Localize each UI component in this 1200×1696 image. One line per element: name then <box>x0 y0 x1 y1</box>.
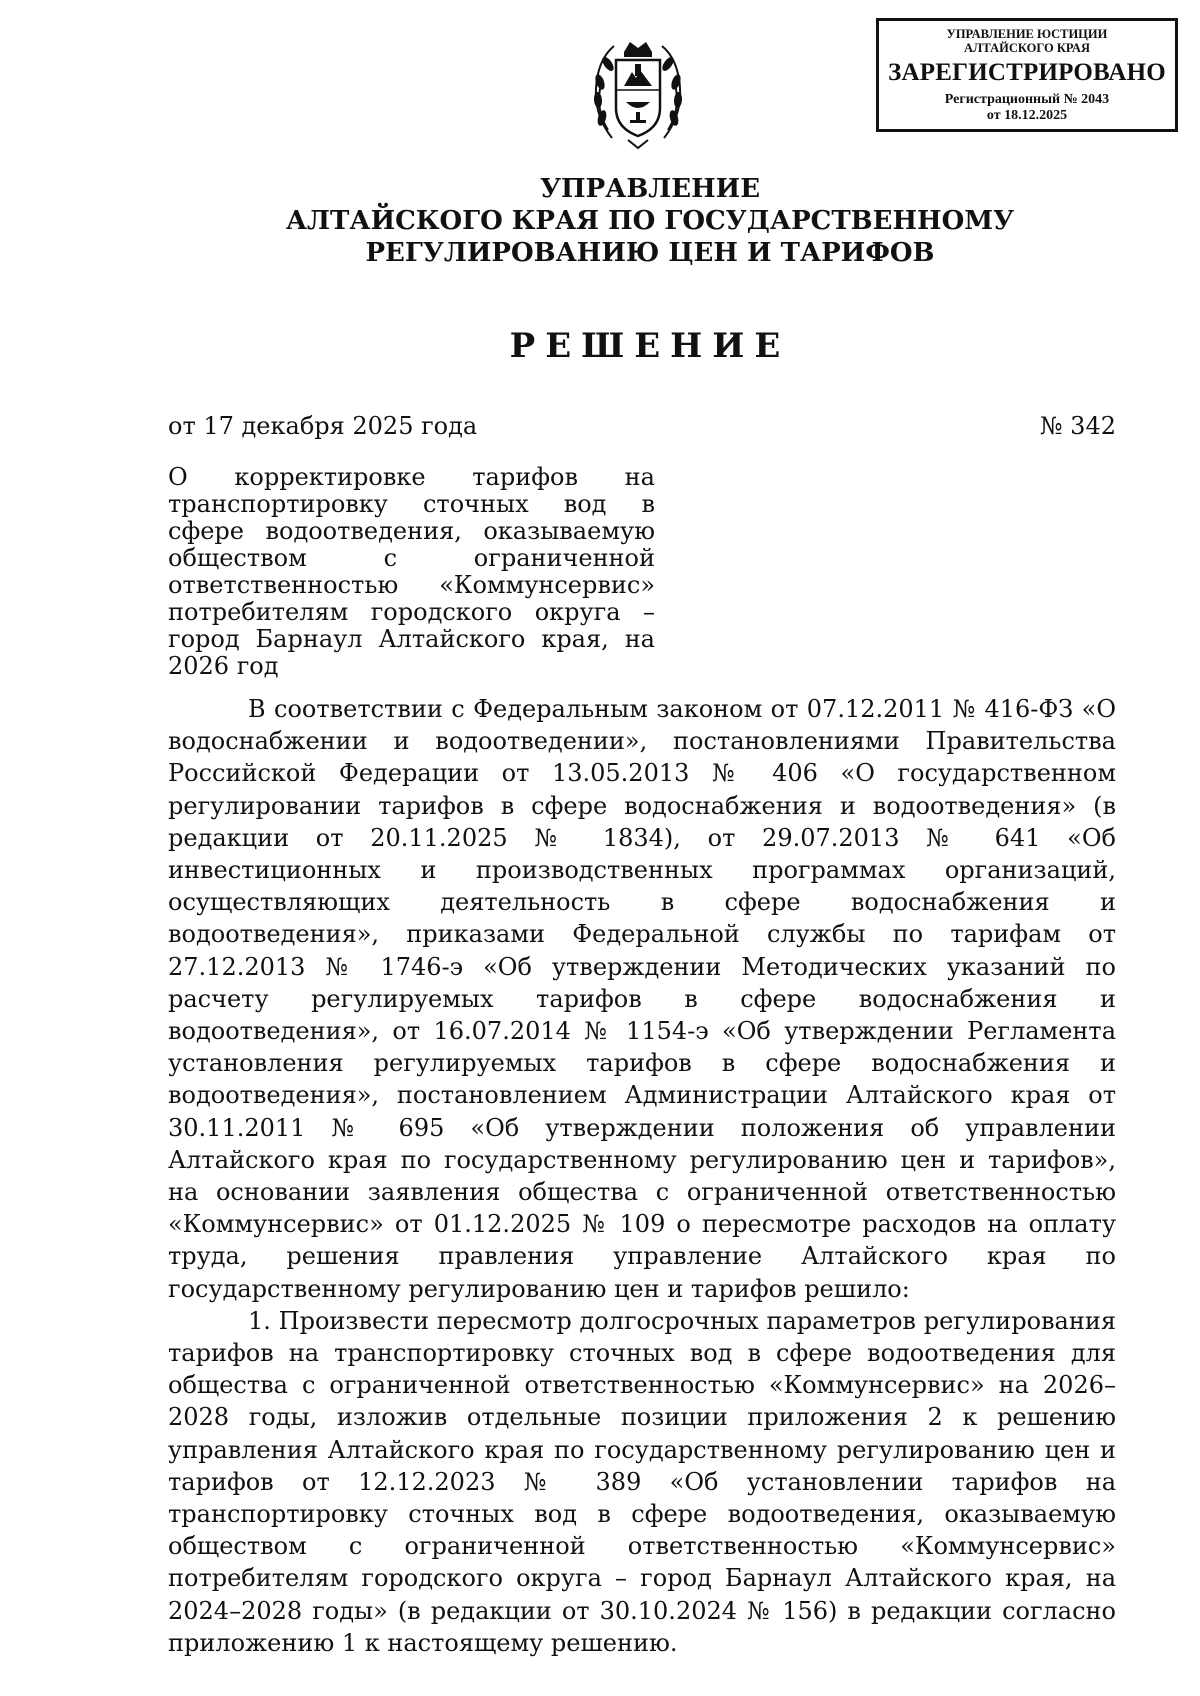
document-date: от 17 декабря 2025 года <box>168 412 478 440</box>
registration-stamp <box>876 18 1178 132</box>
document-type: РЕШЕНИЕ <box>509 326 791 366</box>
agency-line-2: АЛТАЙСКОГО КРАЯ ПО ГОСУДАРСТВЕННОМУ <box>285 206 1015 236</box>
body-preamble: В соответствии с Федеральным законом от 07.12.2011 № 416-ФЗ «О водоснабжении и водоотведении», постановлениями Правительства Российской Федерации от 13.05.2013 № 406 «О государственном регулировании тарифов в сфере водоснабжения и водоотведения» (в редакции от 20.11.2025 № 1834), от 29.07.2013 № 641 «Об инвестиционных и производственных программах организаций, осуществляющих деятельность в сфере водоснабжения и водоотведения», приказами Федеральной службы по тарифам от 27.12.2013 № 1746-э «Об утверждении Методических указаний по расчету регулируемых тарифов в сфере водоснабжения и водоотведения», от 16.07.2014 № 1154-э «Об утверждении Регламента установления регулируемых тарифов в сфере водоснабжения и водоотведения», постановлением Администрации Алтайского края от 30.11.2011 № 695 «Об утверждении положения об управлении Алтайского края по государственному регулированию цен и тарифов», на основании заявления общества с ограниченной ответственностью «Коммунсервис» от 01.12.2025 № 109 о пересмотре расходов на оплату труда, решения правления управление Алтайского края по государственному регулированию цен и тарифов решило: <box>168 695 1116 1303</box>
agency-line-3: РЕГУЛИРОВАНИЮ ЦЕН И ТАРИФОВ <box>365 238 935 268</box>
body-item-1: 1. Произвести пересмотр долгосрочных параметров регулирования тарифов на транспортировку сточных вод в сфере водоотведения для общества с ограниченной ответственностью «Коммунсервис» на 2026–2028 годы, изложив отдельные позиции приложения 2 к решению управления Алтайского края по государственному регулированию цен и тарифов от 12.12.2023 № 389 «Об установлении тарифов на транспортировку сточных вод в сфере водоотведения, оказываемую обществом с ограниченной ответственностью «Коммунсервис» потребителям городского округа – город Барнаул Алтайского края, на 2024–2028 годы» (в редакции от 30.10.2024 № 156) в редакции согласно приложению 1 к настоящему решению. <box>168 1306 1116 1657</box>
document-body <box>168 693 1116 1659</box>
document-number: № 342 <box>1039 412 1116 440</box>
agency-line-1: УПРАВЛЕНИЕ <box>539 174 761 204</box>
coat-of-arms-icon <box>584 30 692 154</box>
stamp-reg-number: Регистрационный № 2043 <box>944 91 1110 107</box>
subject-text: О корректировке тарифов на транспортировку сточных вод в сфере водоотведения, оказываемую обществом с ограниченной ответственностью «Коммунсервис» потребителям городского округа – город Барнаул Алтайского края, на 2026 год <box>168 463 655 680</box>
stamp-authority-line1: УПРАВЛЕНИЕ ЮСТИЦИИ <box>946 27 1108 41</box>
stamp-authority-line2: АЛТАЙСКОГО КРАЯ <box>964 41 1090 56</box>
stamp-reg-date: от 18.12.2025 <box>986 107 1068 123</box>
stamp-status: ЗАРЕГИСТРИРОВАНО <box>888 58 1166 86</box>
document-subject <box>168 464 655 680</box>
agency-name <box>250 173 1050 269</box>
